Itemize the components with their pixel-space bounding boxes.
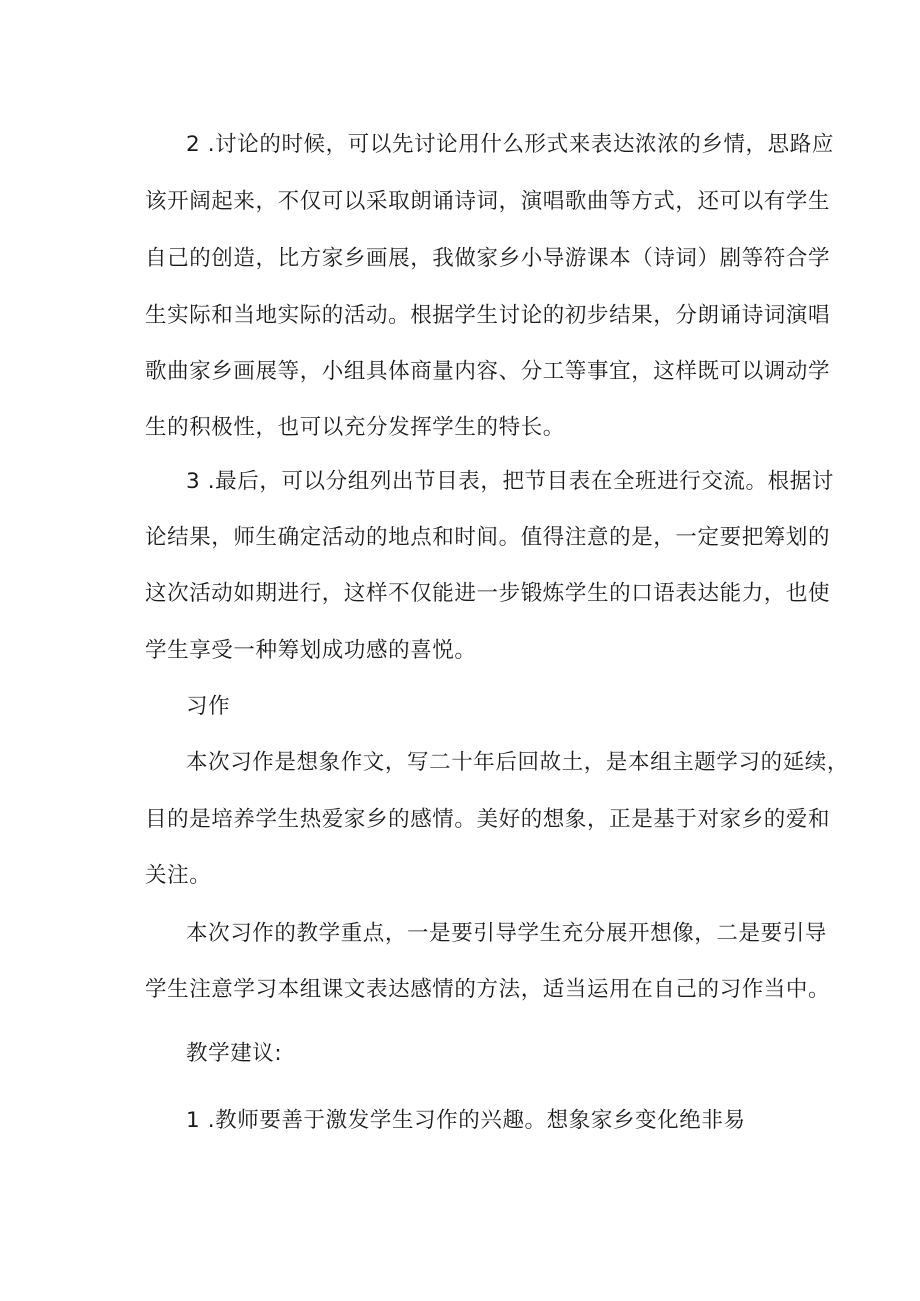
paragraph-2-line-6: 生的积极性，也可以充分发挥学生的特长。 [145, 415, 565, 440]
paragraph-3-line-3: 这次活动如期进行，这样不仅能进一步锻炼学生的口语表达能力，也使 [145, 581, 831, 606]
paragraph-2-line-1: 2 .讨论的时候，可以先讨论用什么形式来表达浓浓的乡情，思路应 [186, 132, 834, 157]
section-heading-teaching-suggestions: 教学建议: [186, 1041, 283, 1066]
paragraph-3-line-2: 论结果，师生确定活动的地点和时间。值得注意的是，一定要把筹划的 [145, 525, 831, 550]
paragraph-2-line-4: 生实际和当地实际的活动。根据学生讨论的初步结果，分朗诵诗词演唱 [145, 303, 831, 328]
paragraph-xizuo-1-line-2: 目的是培养学生热爱家乡的感情。美好的想象，正是基于对家乡的爱和 [145, 807, 831, 832]
paragraph-xizuo-1-line-1: 本次习作是想象作文，写二十年后回故土，是本组主题学习的延续， [186, 750, 850, 775]
paragraph-xizuo-2-line-1: 本次习作的教学重点，一是要引导学生充分展开想像，二是要引导 [186, 921, 827, 946]
paragraph-2-line-3: 自己的创造，比方家乡画展，我做家乡小导游课本（诗词）剧等符合学 [145, 246, 831, 271]
paragraph-xizuo-2-line-2: 学生注意学习本组课文表达感情的方法，适当运用在自己的习作当中。 [145, 977, 831, 1002]
paragraph-xizuo-1-line-3: 关注。 [145, 863, 212, 888]
paragraph-3-line-1: 3 .最后，可以分组列出节目表，把节目表在全班进行交流。根据讨 [186, 469, 834, 494]
section-heading-xizuo: 习作 [186, 694, 231, 719]
paragraph-2-line-2: 该开阔起来，不仅可以采取朗诵诗词，演唱歌曲等方式，还可以有学生 [145, 189, 831, 214]
paragraph-3-line-4: 学生享受一种筹划成功感的喜悦。 [145, 638, 477, 663]
paragraph-2-line-5: 歌曲家乡画展等，小组具体商量内容、分工等事宜，这样既可以调动学 [145, 359, 831, 384]
suggestion-1-line-1: 1 .教师要善于激发学生习作的兴趣。想象家乡变化绝非易 [186, 1108, 746, 1133]
